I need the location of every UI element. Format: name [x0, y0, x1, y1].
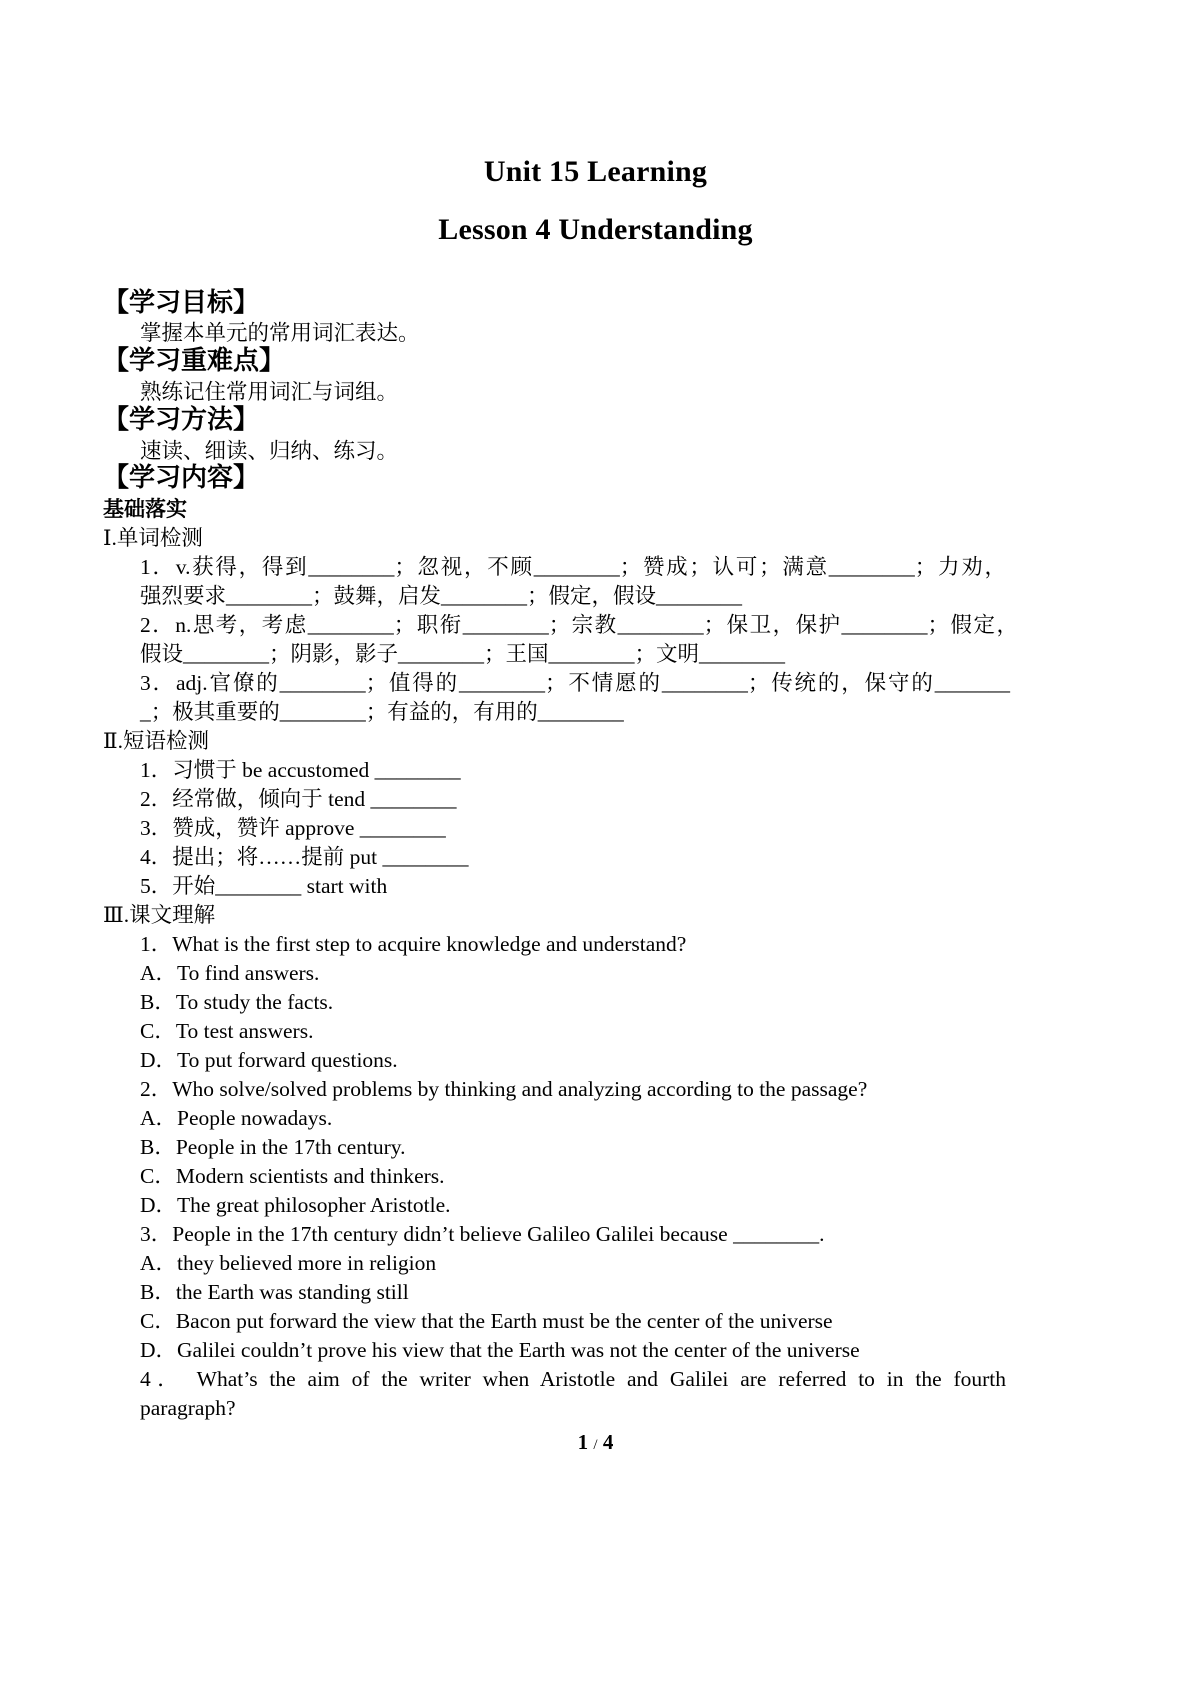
goal-heading: 【学习目标】 [103, 288, 260, 318]
option: D．Galilei couldn’t prove his view that the Earth was not the center of the universe [140, 1338, 860, 1362]
option: B．the Earth was standing still [140, 1280, 409, 1304]
page-current: 1 [577, 1430, 589, 1454]
part1-line-2b: 假设________；阴影，影子________；王国________；文明________ [140, 642, 786, 666]
option: D．To put forward questions. [140, 1048, 398, 1072]
page-separator: / [593, 1437, 598, 1453]
method-heading: 【学习方法】 [103, 405, 260, 435]
option: D．The great philosopher Aristotle. [140, 1193, 451, 1217]
focus-heading: 【学习重难点】 [103, 346, 286, 376]
page-number [0, 1430, 1191, 1455]
question-3: 3．People in the 17th century didn’t believe Galileo Galilei because ________. [140, 1222, 825, 1246]
question-4: 4． What’s the aim of the writer when Aristotle and Galilei are referred to in the fourth [140, 1367, 1006, 1391]
option: C．Bacon put forward the view that the Earth must be the center of the universe [140, 1309, 833, 1333]
phrase-item: 2．经常做，倾向于 tend ________ [140, 787, 457, 811]
part1-line-3b: _；极其重要的________；有益的，有用的________ [140, 700, 624, 724]
option: B．To study the facts. [140, 990, 334, 1014]
phrase-item: 3．赞成，赞许 approve ________ [140, 816, 446, 840]
foundation-heading: 基础落实 [103, 497, 187, 521]
option: A．they believed more in religion [140, 1251, 437, 1275]
document-subtitle: Lesson 4 Understanding [438, 213, 753, 246]
question-1: 1．What is the first step to acquire knowledge and understand? [140, 932, 687, 956]
focus-text: 熟练记住常用词汇与词组。 [140, 380, 399, 404]
phrase-item: 5．开始________ start with [140, 874, 388, 898]
part1-line-3a: 3．adj.官僚的________；值得的________；不情愿的________；传统的，保守的_______ [140, 671, 1010, 695]
phrase-item: 1．习惯于 be accustomed ________ [140, 758, 461, 782]
question-4-continued: paragraph? [140, 1396, 236, 1420]
part1-line-1a: 1．v.获得，得到________；忽视，不顾________；赞成；认可；满意________；力劝， [140, 555, 1006, 579]
option: B．People in the 17th century. [140, 1135, 406, 1159]
content-heading: 【学习内容】 [103, 463, 260, 493]
part1-heading: Ⅰ.单词检测 [103, 526, 203, 550]
option: A．To find answers. [140, 961, 320, 985]
part3-heading: Ⅲ.课文理解 [103, 903, 216, 927]
part1-line-2a: 2．n.思考，考虑________；职衔________；宗教________；保卫，保护________；假定， [140, 613, 1018, 637]
option: C．Modern scientists and thinkers. [140, 1164, 445, 1188]
method-text: 速读、细读、归纳、练习。 [140, 439, 399, 463]
part2-heading: Ⅱ.短语检测 [103, 729, 209, 753]
question-2: 2．Who solve/solved problems by thinking and analyzing according to the passage? [140, 1077, 868, 1101]
option: A．People nowadays. [140, 1106, 333, 1130]
page-total: 4 [602, 1430, 614, 1454]
document-title: Unit 15 Learning [483, 155, 708, 188]
phrase-item: 4．提出；将……提前 put ________ [140, 845, 469, 869]
part1-line-1b: 强烈要求________；鼓舞，启发________；假定，假设________ [140, 584, 743, 608]
goal-text: 掌握本单元的常用词汇表达。 [140, 321, 420, 345]
option: C．To test answers. [140, 1019, 314, 1043]
